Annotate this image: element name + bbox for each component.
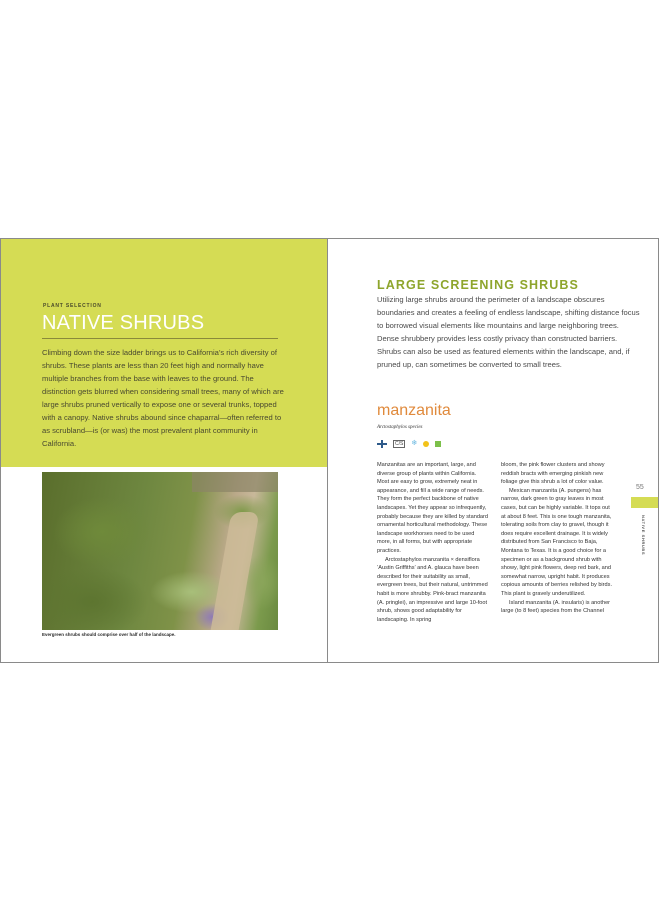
page-number: 55	[636, 484, 644, 491]
paragraph: Island manzanita (A. insularis) is another large (to 8 feet) species from the Channel	[501, 599, 611, 615]
intro-paragraph: Climbing down the size ladder brings us to California’s rich diversity of shrubs. These plants are less than 20 feet high and normally have multiple branches from the base with leaves to the ground. The distinction gets blurred when considering small trees, many of which are large shrubs pruned vertically to expose one or several trunks, topped with a canopy. Native shrubs abound since chaparral—often referred to as scrubland—is (or was) the most prevalent plant community in California.	[42, 348, 284, 448]
right-page	[329, 239, 659, 662]
book-spread	[0, 238, 659, 663]
paragraph: Arctostaphylos manzanita × densiflora ‘Austin Griffiths’ and A. glauca have been described for their suitability as small, evergreen trees, but their natural, untrimmed habit is more shrubby. Pink-bract manzanita (A. pringlei), an impressive and large 10-foot shrub, shows good adaptability for landscaping. In spring	[377, 556, 488, 623]
running-head: NATIVE SHRUBS	[641, 515, 646, 556]
photo-path	[209, 512, 260, 630]
coast-sun-icon: C/S	[395, 441, 404, 447]
section-body: Utilizing large shrubs around the perimeter of a landscape obscures boundaries and creates a feeling of endless landscape, shifting distance focus to borrowed visual elements like mountains and large neighboring trees. Dense shrubbery provides less costly privacy than constructed barriers. Shrubs can also be used as featured elements within the landscape, and, if pruned up, can sometimes be converted to small trees.	[377, 295, 640, 369]
water-icon	[435, 441, 441, 447]
photo-hillside	[192, 472, 278, 492]
size-icon	[377, 443, 387, 445]
section-eyebrow: PLANT SELECTION	[43, 303, 102, 309]
body-column-2	[501, 461, 613, 616]
page-title: NATIVE SHRUBS	[42, 312, 205, 334]
paragraph: Mexican manzanita (A. pungens) has narrow, dark green to gray leaves in most cases, but can be highly variable. It tops out at about 8 feet. This is one tough manzanita, tolerating soils from clay to gravel, though it does require excellent drainage. It is widely distributed from San Francisco to Baja, Montana to Texas. It is a good choice for a specimen or as a background shrub with showy, light pink flowers, deep red bark, and somewhat narrow, upright habit. It produces copious amounts of berries relished by birds. This plant is gravely underutilized.	[501, 487, 612, 597]
body-column-1	[377, 461, 489, 624]
chapter-thumb-tab	[631, 497, 658, 508]
garden-photo	[42, 472, 278, 630]
intro-panel	[1, 239, 327, 467]
frost-icon: ❄	[411, 440, 418, 447]
plant-name: manzanita	[377, 402, 451, 419]
plant-attribute-icons	[377, 439, 441, 449]
photo-caption: Evergreen shrubs should comprise over half of the landscape.	[42, 632, 176, 637]
title-divider	[42, 338, 278, 339]
paragraph: Manzanitas are an important, large, and diverse group of plants within California. Most are easy to grow, extremely neat in appearance, and fill a wide range of needs. They form the perfect backbone of native landscapes. Yet they appear so infrequently, probably because they are killed by standard ornamental horticultural methodology. These landscape workhorses need to be used more, in all forms, but with appropriate practices.	[377, 462, 489, 554]
paragraph: bloom, the pink flower clusters and showy reddish bracts with emerging pinkish new foliage give this shrub a lot of color value.	[501, 462, 605, 486]
section-heading: LARGE SCREENING SHRUBS	[377, 278, 579, 292]
left-page	[0, 239, 328, 662]
plant-latin-name: Arctostaphylos species	[377, 425, 423, 430]
sun-icon	[423, 441, 429, 447]
